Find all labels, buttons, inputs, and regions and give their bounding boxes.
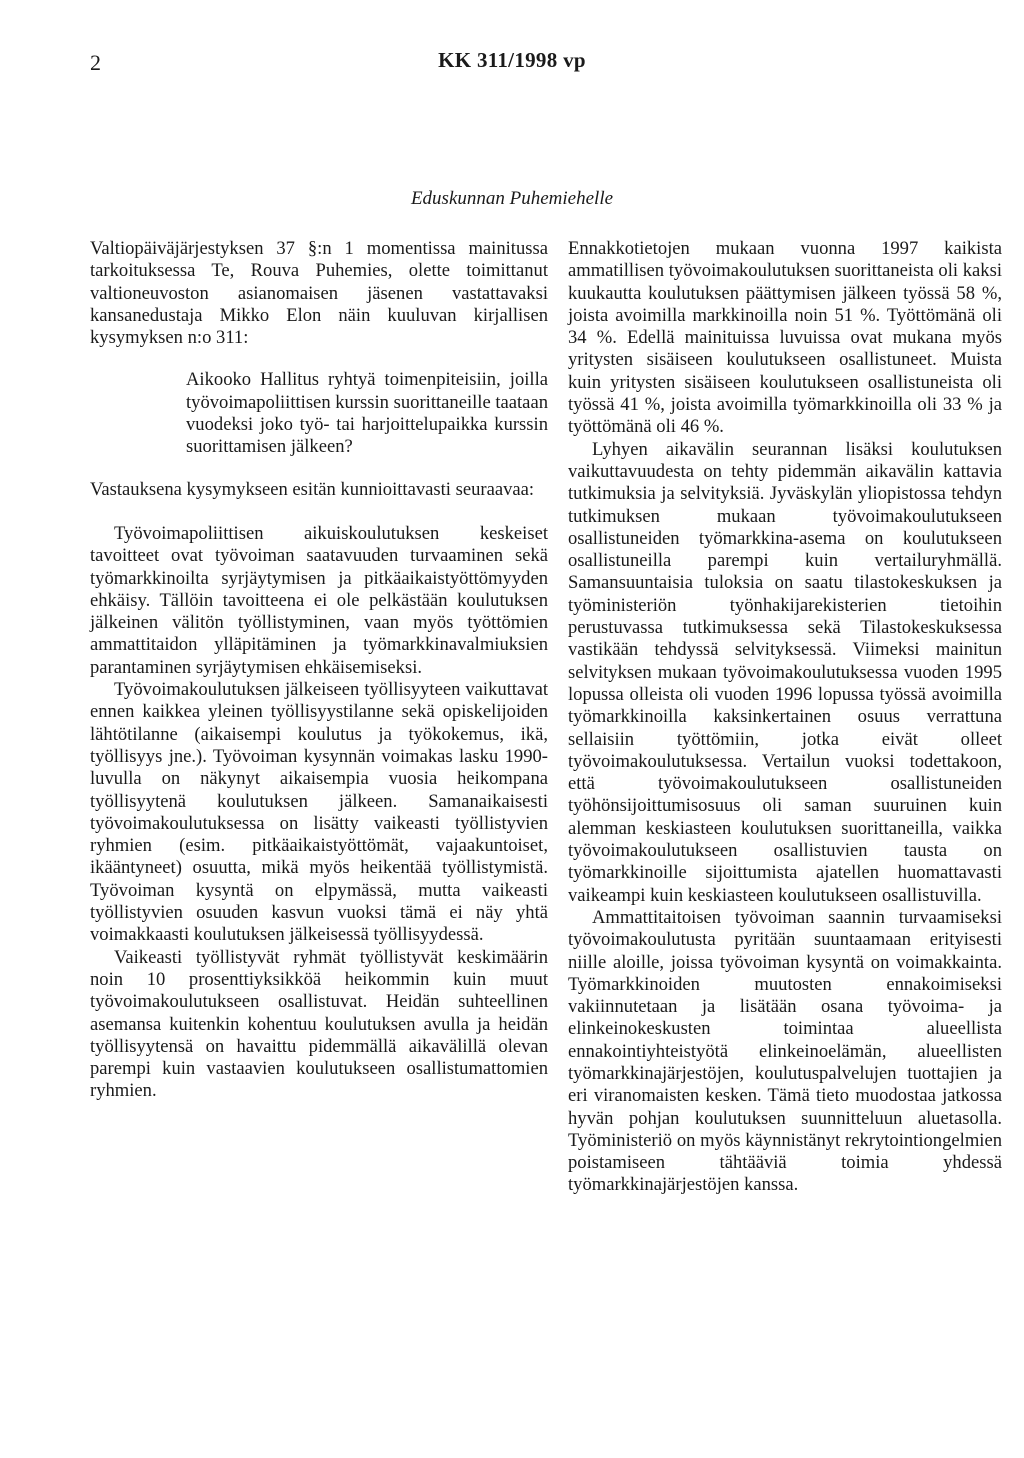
body-paragraph-4: Ennakkotietojen mukaan vuonna 1997 kaikista ammatillisen työvoimakoulutuksen suorittaneista oli kaksi kuukautta koulutuksen päättymisen jälkeen työssä 58 %, joista avoimilla markkinoilla noin 51 %. Työttömänä oli 34 %. Edellä mainituissa luvuissa ovat mukana myös yritysten sisäiseen koulutukseen osallistuneet. Muista kuin yritysten sisäiseen koulutukseen osallistuneista oli työssä 41 %, joista avoimilla työmarkkinoilla oli 33 % ja työttömänä oli 46 %. xyxy=(568,238,1002,438)
answer-intro-paragraph: Vastauksena kysymykseen esitän kunnioittavasti seuraavaa: xyxy=(90,478,535,500)
body-paragraph-6: Ammattitaitoisen työvoiman saannin turvaamiseksi työvoimakoulutusta pyritään suuntaamaan erityisesti niille aloille, joissa työvoiman kysyntä on voimakkainta. Työmarkkinoiden muutosten ennakoimiseksi vakiinnutetaan ja lisätään osana työvoima- ja elinkeinokeskusten toimintaa alueellista ennakointiyhteistyötä elinkeinoelämän, alueellisten työmarkkinajärjestöjen, koulutuspalvelujen tuottajien ja eri viranomaisten kesken. Tämä tieto muodostaa jatkossa hyvän pohjan koulutuksen suunnitteluun aluetasolla. Työministeriö on myös käynnistänyt rekrytointiongelmien poistamiseen tähtääviä toimia yhdessä työmarkkinajärjestöjen kanssa. xyxy=(568,906,1002,1196)
intro-paragraph: Valtiopäiväjärjestyksen 37 §:n 1 momentissa mainitussa tarkoituksessa Te, Rouva Puhemies, olette toimittanut valtioneuvoston asianomaisen jäsenen vastattavaksi kansanedustaja Mikko Elon näin kuuluvan kirjallisen kysymyksen n:o 311: xyxy=(90,238,548,349)
body-paragraph-1: Työvoimapoliittisen aikuiskoulutuksen keskeiset tavoitteet ovat työvoiman saatavuuden turvaaminen sekä työmarkkinoilta syrjäytymisen ja pitkäaikaistyöttömyyden ehkäisy. Tällöin tavoitteena ei ole pelkästään koulutuksen jälkeinen välitön työllistyminen, vaan myös työttömien ammattitaidon ylläpitäminen ja työmarkkinavalmiuksien parantaminen syrjäytymisen ehkäisemiseksi. xyxy=(90,522,548,678)
right-column xyxy=(568,238,1002,1197)
left-column xyxy=(90,238,548,1103)
body-paragraph-5: Lyhyen aikavälin seurannan lisäksi koulutuksen vaikuttavuudesta on tehty pidemmän aikavälin kattavia tutkimuksia ja selvityksiä. Jyväskylän yliopistossa tehdyn tutkimuksen mukaan työvoimakoulutukseen osallistuneiden työmarkkina-asema on koulutukseen osallistuneilla parempi kuin vertailuryhmällä. Samansuuntaisia tuloksia on saatu tilastokeskuksen ja työministeriön työnhakijarekisterien tietoihin perustuvassa tutkimuksessa sekä Tilastokeskuksessa vastikään tehdyssä selvityksessä. Viimeksi mainitun selvityksen mukaan työvoimakoulutuksessa vuoden 1995 lopussa olleista oli vuoden 1996 lopussa työssä avoimilla työmarkkinoilla kaksinkertainen osuus verrattuna sellaisiin työttömiin, jotka eivät olleet työvoimakoulutuksessa. Vertailun vuoksi todettakoon, että työvoimakoulutukseen osallistuneiden työhönsijoittumisosuus oli saman suuruinen kuin alemman keskiasteen koulutuksen suorittaneilla, vaikka työvoimakoulutukseen osallistuvien tausta on työmarkkinoille sijoittumista ajatellen huomattavasti vaikeampi kuin keskiasteen koulutukseen osallistuvilla. xyxy=(568,438,1002,906)
body-paragraph-3: Vaikeasti työllistyvät ryhmät työllistyvät keskimäärin noin 10 prosenttiyksikköä heikommin kuin muut työvoimakoulutukseen osallistuvat. Heidän suhteellinen asemansa kuitenkin kohentuu koulutuksen avulla ja heidän työllisyytensä on havaittu pidemmällä aikavälillä olevan parempi kuin vastaavien koulutukseen osallistumattomien ryhmien. xyxy=(90,946,548,1102)
question-quote: Aikooko Hallitus ryhtyä toimenpiteisiin, joilla työvoimapoliittisen kurssin suorittaneille taataan vuodeksi joko työ- tai harjoittelupaikka kurssin suorittamisen jälkeen? xyxy=(186,369,548,458)
body-paragraph-2: Työvoimakoulutuksen jälkeiseen työllisyyteen vaikuttavat ennen kaikkea yleinen työllisyystilanne sekä opiskelijoiden lähtötilanne (aikaisempi koulutus ja työkokemus, ikä, työllisyys jne.). Työvoiman kysynnän voimakas lasku 1990-luvulla on näkynyt aikaisempia vuosia heikompana työllisyytenä koulutuksen jälkeen. Samanaikaisesti työvoimakoulutuksessa on lisätty vaikeasti työllistyvien ryhmien (esim. pitkäaikaistyöttömät, vajaakuntoiset, ikääntyneet) osuutta, mikä myös heikentää työllistymistä. Työvoiman kysyntä on elpymässä, mutta vaikeasti työllistyvien osuuden kasvun vuoksi tämä ei näy yhtä voimakkaasti koulutuksen jälkeisessä työllisyydessä. xyxy=(90,679,548,946)
salutation: Eduskunnan Puhemiehelle xyxy=(410,188,614,209)
page-number: 2 xyxy=(90,50,101,75)
document-id: KK 311/1998 vp xyxy=(438,48,586,72)
